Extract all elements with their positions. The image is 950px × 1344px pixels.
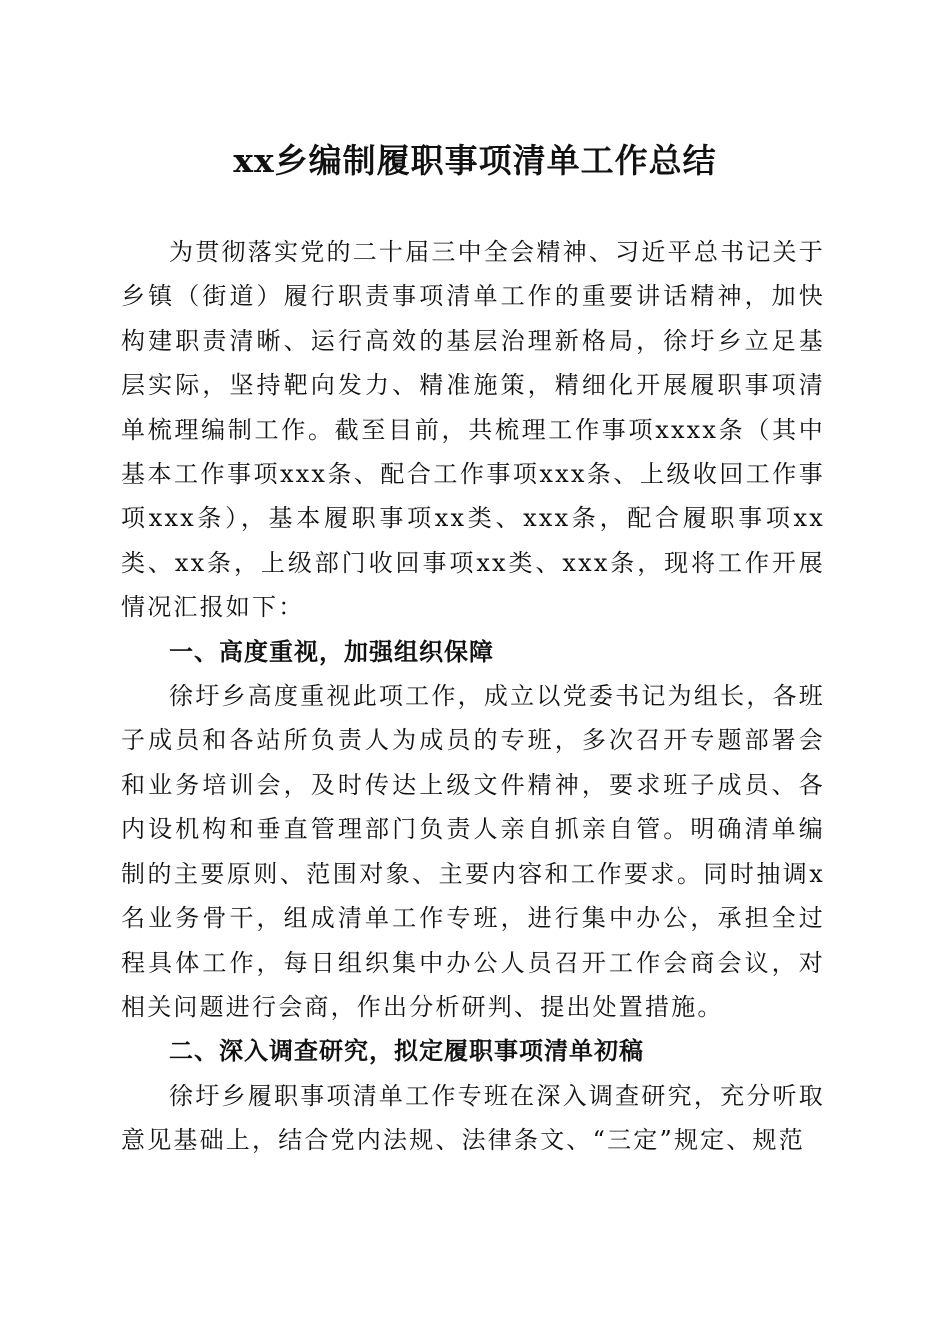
section-paragraph-1: 徐圩乡高度重视此项工作，成立以党委书记为组长，各班子成员和各站所负责人为成员的专班，多次召开专题部署会和业务培训会，及时传达上级文件精神，要求班子成员、各内设机构和垂直管理部门负责人亲自抓亲自管。明确清单编制的主要原则、范围对象、主要内容和工作要求。同时抽调x名业务骨干，组成清单工作专班，进行集中办公，承担全过程具体工作，每日组织集中办公人员召开工作会商会议，对相关问题进行会商，作出分析研判、提出处置措施。	[121, 682, 825, 1021]
document-body	[121, 230, 825, 1163]
section-heading-1: 一、高度重视，加强组织保障	[169, 637, 494, 666]
section-heading-2: 二、深入调查研究，拟定履职事项清单初稿	[169, 1037, 644, 1066]
intro-paragraph: 为贯彻落实党的二十届三中全会精神、习近平总书记关于乡镇（街道）履行职责事项清单工作的重要讲话精神，加快构建职责清晰、运行高效的基层治理新格局，徐圩乡立足基层实际，坚持靶向发力、精准施策，精细化开展履职事项清单梳理编制工作。截至目前，共梳理工作事项xxxx条（其中基本工作事项xxx条、配合工作事项xxx条、上级收回工作事项xxx条），基本履职事项xx类、xxx条，配合履职事项xx类、xx条，上级部门收回事项xx类、xxx条，现将工作开展情况汇报如下：	[121, 238, 825, 622]
section-paragraph-2: 徐圩乡履职事项清单工作专班在深入调查研究，充分听取意见基础上，结合党内法规、法律条文、“三定”规定、规范	[121, 1081, 825, 1155]
document-title: xx乡编制履职事项清单工作总结	[233, 141, 717, 180]
